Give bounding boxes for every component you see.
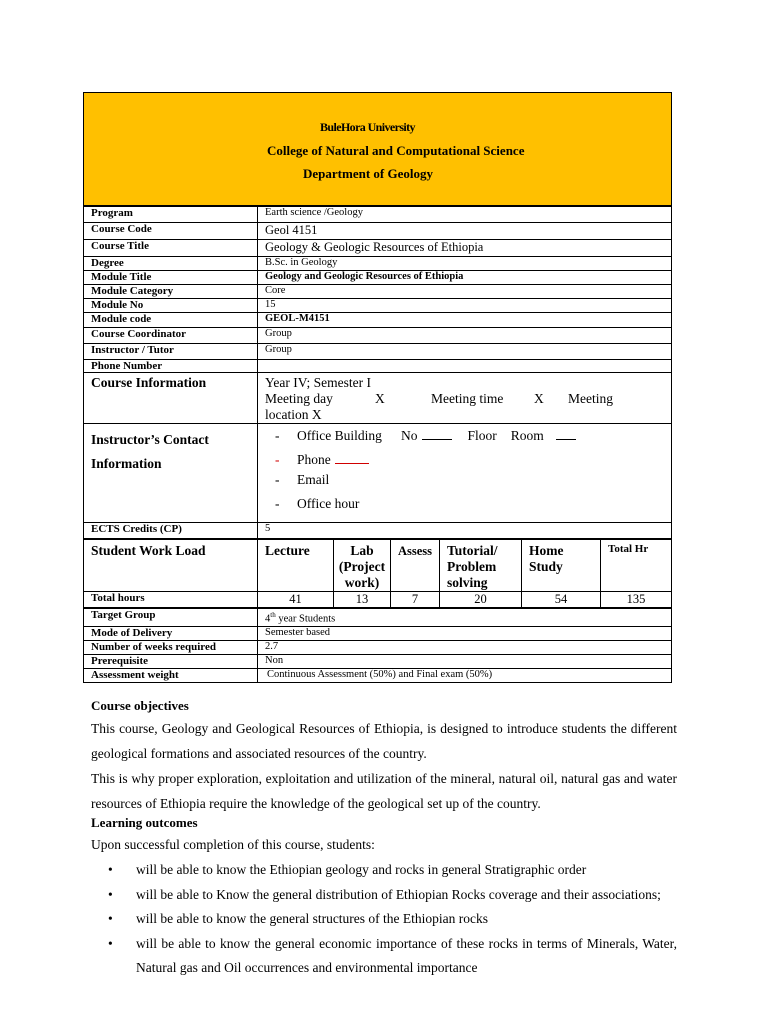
wl-header-home-study: Home Study [522, 540, 601, 592]
target-year-number: 4 [265, 613, 271, 625]
wl-header-lecture: Lecture [258, 540, 334, 592]
outcome-text: will be able to know the general structures of the Ethiopian rocks [136, 911, 489, 926]
outcomes-list [108, 858, 677, 981]
meeting-day-value: X [375, 391, 385, 406]
bullet: • [108, 886, 113, 902]
workload-total-row [84, 592, 672, 608]
value-module-category: Core [258, 285, 672, 299]
label-module-category: Module Category [84, 285, 258, 299]
value-program: Earth science /Geology [258, 207, 672, 223]
value-course-title: Geology & Geologic Resources of Ethiopia [258, 240, 672, 257]
value-instructor: Group [258, 344, 672, 360]
wl-header-lab: Lab (Project work) [334, 540, 391, 592]
target-year-suffix: th [270, 611, 276, 619]
value-ects: 5 [258, 523, 672, 539]
value-course-code: Geol 4151 [258, 223, 672, 240]
target-year-rest: year Students [275, 613, 336, 625]
list-item [108, 907, 677, 932]
total-hr: 135 [601, 592, 672, 608]
label-course-information: Course Information [84, 373, 258, 424]
dash: - [275, 472, 280, 487]
no-label: No [401, 428, 418, 443]
label-assessment: Assessment weight [84, 668, 258, 682]
row-assessment [84, 668, 672, 682]
meeting-location: location X [265, 407, 322, 422]
row-phone [84, 360, 672, 373]
value-assessment: Continuous Assessment (50%) and Final exam (50%) [258, 668, 672, 682]
label-instructor: Instructor / Tutor [84, 344, 258, 360]
label-module-code: Module code [84, 313, 258, 328]
label-degree: Degree [84, 257, 258, 271]
no-blank [422, 426, 452, 440]
label-module-no: Module No [84, 299, 258, 313]
list-item [108, 883, 677, 908]
dash: - [275, 452, 280, 467]
university-name: BuleHora University [320, 120, 415, 134]
meeting-time-label: Meeting time [431, 391, 504, 406]
course-objectives-title: Course objectives [91, 698, 189, 713]
value-module-title: Geology and Geologic Resources of Ethiopia [258, 271, 672, 285]
row-module-no [84, 299, 672, 313]
list-item [108, 932, 677, 981]
row-course-title [84, 240, 672, 257]
outcome-text: will be able to know the Ethiopian geology and rocks in general Stratigraphic order [136, 862, 587, 877]
row-course-code [84, 223, 672, 240]
contact-office-building [265, 426, 671, 450]
label-workload: Student Work Load [84, 540, 258, 592]
row-mode [84, 626, 672, 640]
room-blank [556, 426, 576, 440]
bullet: • [108, 935, 113, 951]
total-lab: 13 [334, 592, 391, 608]
total-lecture: 41 [258, 592, 334, 608]
row-degree [84, 257, 672, 271]
bullet: • [108, 911, 113, 926]
workload-table [83, 539, 672, 608]
learning-outcomes-title: Learning outcomes [91, 815, 198, 830]
email-label: Email [297, 472, 330, 487]
row-contact [84, 424, 672, 523]
value-module-no: 15 [258, 299, 672, 313]
meeting-day-label: Meeting day [265, 391, 333, 406]
total-tutorial: 20 [440, 592, 522, 608]
objectives-paragraph-2: This is why proper exploration, exploitation and utilization of the mineral, natural oil, natural gas and water resources of Ethiopia require the knowledge of the geological set up of the country. [91, 771, 677, 811]
label-target-group: Target Group [84, 609, 258, 627]
outcome-text: will be able to Know the general distribution of Ethiopian Rocks coverage and their associations; [136, 886, 661, 902]
row-module-title [84, 271, 672, 285]
value-target-group [258, 609, 672, 627]
outcome-text: will be able to know the general economic importance of these rocks in terms of Minerals, Water, Natural gas and Oil occurrences and environmental importance [136, 935, 677, 975]
contact-email [265, 474, 671, 498]
dash: - [275, 428, 280, 443]
label-course-coordinator: Course Coordinator [84, 328, 258, 344]
phone-label: Phone [297, 452, 331, 467]
label-contact [84, 424, 258, 523]
contact-label-line2: Information [91, 456, 162, 471]
course-info-table [83, 206, 672, 539]
year-semester: Year IV; Semester I [265, 375, 371, 390]
room-label: Room [510, 428, 544, 443]
outcomes-intro: Upon successful completion of this course, students: [91, 837, 375, 852]
row-course-information [84, 373, 672, 424]
contact-office-hour [265, 498, 671, 522]
row-target-group [84, 609, 672, 627]
value-mode: Semester based [258, 626, 672, 640]
dash: - [275, 496, 280, 511]
office-building-label: Office Building [297, 428, 382, 443]
workload-header-row [84, 540, 672, 592]
college-name: College of Natural and Computational Science [267, 143, 525, 158]
row-module-category [84, 285, 672, 299]
label-program: Program [84, 207, 258, 223]
total-assess: 7 [391, 592, 440, 608]
details-table [83, 608, 672, 683]
row-prerequisite [84, 654, 672, 668]
label-course-title: Course Title [84, 240, 258, 257]
meeting-time-value: X [534, 391, 544, 406]
total-home-study: 54 [522, 592, 601, 608]
wl-header-assess: Assess [391, 540, 440, 592]
department-name: Department of Geology [303, 166, 433, 181]
label-module-title: Module Title [84, 271, 258, 285]
syllabus-table [83, 92, 672, 683]
value-degree: B.Sc. in Geology [258, 257, 672, 271]
value-module-code: GEOL-M4151 [258, 313, 672, 328]
value-phone [258, 360, 672, 373]
objectives-paragraph-1: This course, Geology and Geological Resources of Ethiopia, is designed to introduce students the different geological formations and associated resources of the country. [91, 721, 677, 761]
wl-header-tutorial: Tutorial/ Problem solving [440, 540, 522, 592]
value-course-coordinator: Group [258, 328, 672, 344]
meeting-location-label: Meeting [568, 391, 613, 406]
phone-blank [335, 450, 369, 464]
wl-header-total: Total Hr [601, 540, 672, 592]
row-weeks [84, 640, 672, 654]
label-mode: Mode of Delivery [84, 626, 258, 640]
floor-label: Floor [467, 428, 497, 443]
contact-label-line1: Instructor’s Contact [91, 432, 209, 447]
row-instructor [84, 344, 672, 360]
label-prerequisite: Prerequisite [84, 654, 258, 668]
row-ects [84, 523, 672, 539]
row-course-coordinator [84, 328, 672, 344]
contact-phone [265, 450, 671, 474]
label-total-hours: Total hours [84, 592, 258, 608]
label-weeks: Number of weeks required [84, 640, 258, 654]
label-phone: Phone Number [84, 360, 258, 373]
row-program [84, 207, 672, 223]
bullet: • [108, 862, 113, 877]
meeting-line [265, 391, 671, 407]
label-ects: ECTS Credits (CP) [84, 523, 258, 539]
value-course-information [258, 373, 672, 424]
row-module-code [84, 313, 672, 328]
value-weeks: 2.7 [258, 640, 672, 654]
value-prerequisite: Non [258, 654, 672, 668]
list-item [108, 858, 677, 883]
value-contact [258, 424, 672, 523]
label-course-code: Course Code [84, 223, 258, 240]
header-banner [83, 92, 672, 206]
office-hour-label: Office hour [297, 496, 360, 511]
